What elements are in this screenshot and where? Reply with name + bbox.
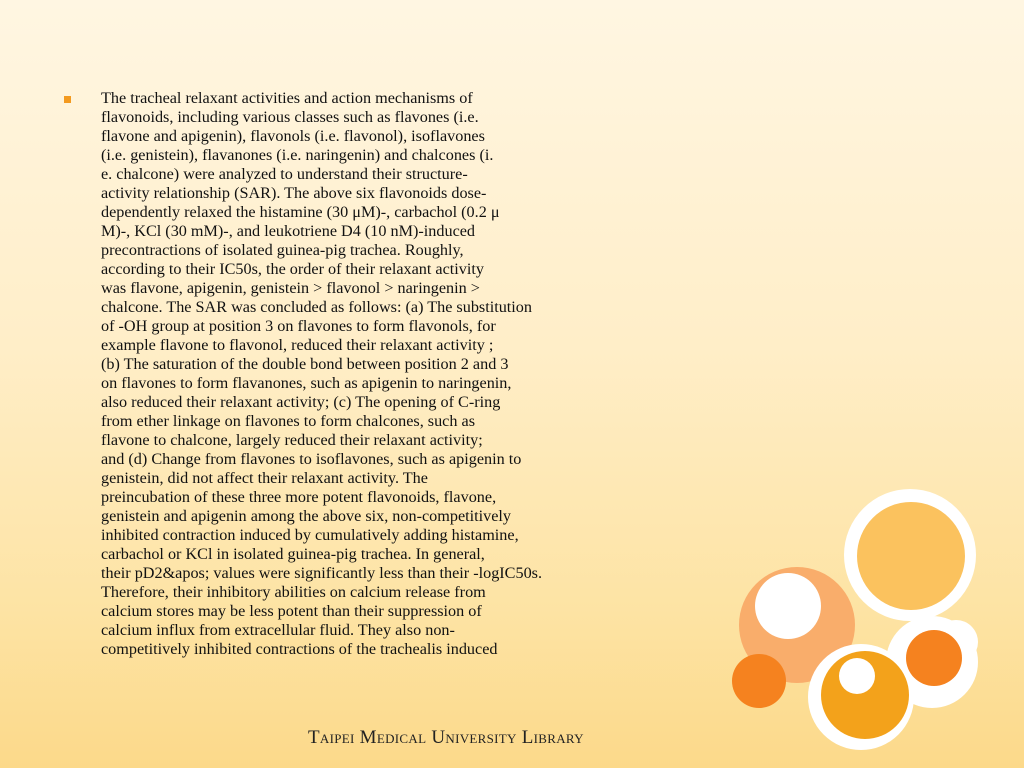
text-line: and (d) Change from flavones to isoflavones, such as apigenin to [101,450,522,468]
footer-library-name: Taipei Medical University Library [308,727,584,748]
text-line: activity relationship (SAR). The above six flavonoids dose- [101,184,487,202]
text-line: calcium stores may be less potent than their suppression of [101,602,482,620]
body-paragraph [101,89,661,659]
text-line: competitively inhibited contractions of the trachealis induced [101,640,498,658]
text-line: according to their IC50s, the order of their relaxant activity [101,260,484,278]
text-line: on flavones to form flavanones, such as apigenin to naringenin, [101,374,512,392]
text-line: preincubation of these three more potent flavonoids, flavone, [101,488,497,506]
text-line: genistein, did not affect their relaxant activity. The [101,469,428,487]
text-line: dependently relaxed the histamine (30 μM)-, carbachol (0.2 μ [101,203,500,221]
text-line: precontractions of isolated guinea-pig trachea. Roughly, [101,241,464,259]
text-line: was flavone, apigenin, genistein > flavonol > naringenin > [101,279,480,297]
circle-small-orange [732,654,786,708]
circle-bottom-inner-white [839,658,875,694]
text-line: inhibited contraction induced by cumulatively adding histamine, [101,526,519,544]
text-line: genistein and apigenin among the above six, non-competitively [101,507,511,525]
text-line: example flavone to flavonol, reduced their relaxant activity ; [101,336,494,354]
text-line: M)-, KCl (30 mM)-, and leukotriene D4 (10 nM)-induced [101,222,476,240]
text-line: calcium influx from extracellular fluid. They also non- [101,621,455,639]
text-line: of -OH group at position 3 on flavones to form flavonols, for [101,317,496,335]
circle-orange-center [906,630,962,686]
text-line: flavonoids, including various classes such as flavones (i.e. [101,108,479,126]
text-line: carbachol or KCl in isolated guinea-pig trachea. In general, [101,545,485,563]
text-line: their pD2&apos; values were significantly less than their -logIC50s. [101,564,543,582]
text-line: (b) The saturation of the double bond between position 2 and 3 [101,355,509,373]
text-line: from ether linkage on flavones to form chalcones, such as [101,412,475,430]
circle-peach-inner-white [755,573,821,639]
text-line: flavone to chalcone, largely reduced their relaxant activity; [101,431,483,449]
text-line: also reduced their relaxant activity; (c) The opening of C-ring [101,393,501,411]
text-line: chalcone. The SAR was concluded as follows: (a) The substitution [101,298,532,316]
text-line: (i.e. genistein), flavanones (i.e. naringenin) and chalcones (i. [101,146,494,164]
text-line: flavone and apigenin), flavonols (i.e. flavonol), isoflavones [101,127,485,145]
circle-large-light-orange [857,502,965,610]
bullet-marker [64,96,71,103]
text-line: Therefore, their inhibitory abilities on calcium release from [101,583,486,601]
text-line: e. chalcone) were analyzed to understand their structure- [101,165,468,183]
text-line: The tracheal relaxant activities and action mechanisms of [101,89,473,107]
